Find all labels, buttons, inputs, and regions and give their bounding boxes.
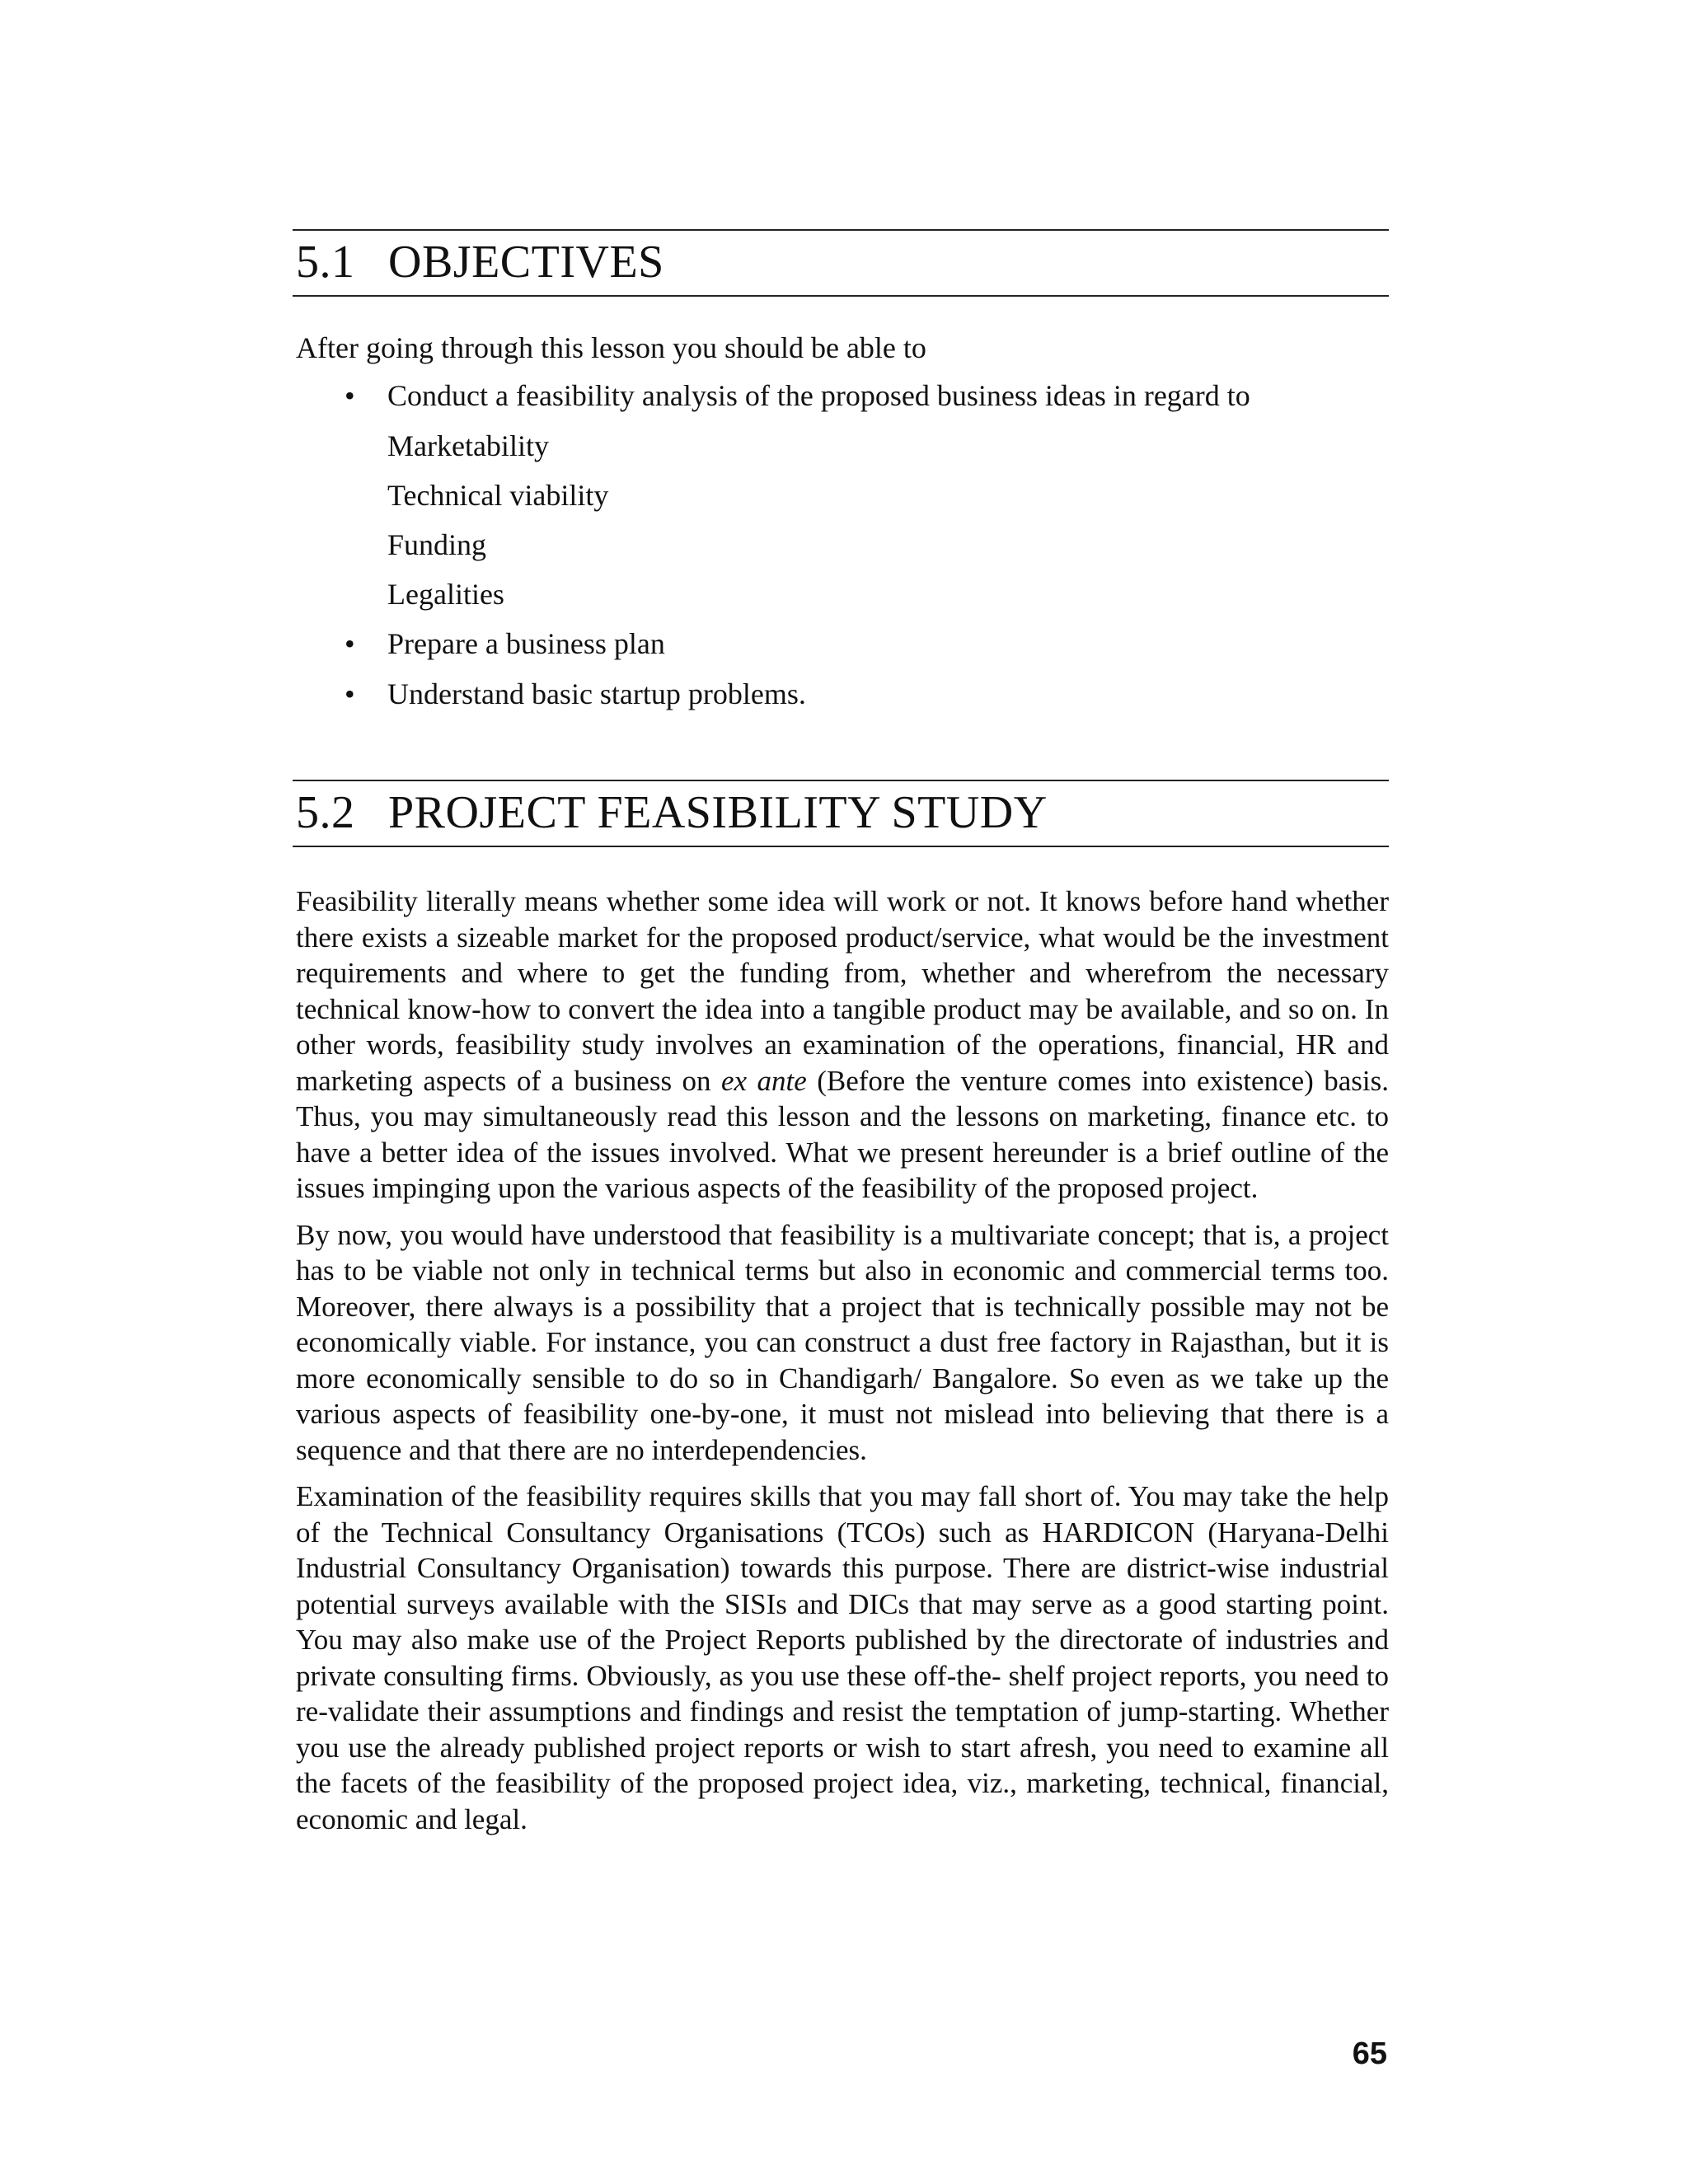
objectives-intro: After going through this lesson you should be able to [296, 331, 926, 364]
paragraph-3: Examination of the feasibility requires skills that you may fall short of. You may take the help of the Technical Consultancy Organisations (TCOs) such as HARDICON (Haryana-Delhi Industrial Consultancy Organisation) towards this purpose. There are district-wise industrial potential surveys available with the SISIs and DICs that may serve as a good starting point. You may also make use of the Project Reports published by the directorate of industries and private consulting firms. Obviously, as you use these off-the- shelf project reports, you need to re-validate their assumptions and findings and resist the temptation of jump-starting. Whether you use the already published project reports or wish to start afresh, you need to examine all the facets of the feasibility of the proposed project idea, viz., marketing, technical, financial, economic and legal. [296, 1480, 1389, 1835]
page-content [293, 229, 1389, 1848]
objectives-list [293, 377, 1389, 414]
section-heading-feasibility [293, 780, 1389, 847]
list-item [293, 676, 1389, 712]
list-item-text: Conduct a feasibility analysis of the proposed business ideas in regard to [387, 379, 1250, 412]
section-heading-objectives [293, 229, 1389, 297]
section-title: PROJECT FEASIBILITY STUDY [388, 787, 1048, 838]
bullet-icon: • [345, 627, 355, 660]
paragraph-italic-term: ex ante [721, 1064, 807, 1097]
sub-item: Technical viability [387, 479, 609, 512]
section-number: 5.1 [296, 237, 355, 288]
list-item-text: Prepare a business plan [387, 627, 665, 660]
objectives-list-continued [293, 626, 1389, 712]
paragraph-text: Feasibility literally means whether some idea will work or not. It knows before hand whether there exists a sizeable market for the proposed product/service, what would be the investment requirements and where to get the funding from, whether and wherefrom the necessary technical know-how to convert the idea into a tangible product may be available, and so on. In other words, feasibility study involves an examination of the operations, financial, HR and marketing aspects of a business on [296, 885, 1389, 1097]
section-number: 5.2 [296, 787, 355, 838]
bullet-icon: • [345, 379, 355, 412]
page-number: 65 [1352, 2036, 1387, 2071]
list-item-text: Understand basic startup problems. [387, 677, 806, 710]
paragraph-2: By now, you would have understood that feasibility is a multivariate concept; that is, a project has to be viable not only in technical terms but also in economic and commercial terms too. Moreover, there always is a possibility that a project that is technically possible may not be economically viable. For instance, you can construct a dust free factory in Rajasthan, but it is more economically sensible to do so in Chandigarh/ Bangalore. So even as we take up the various aspects of feasibility one-by-one, it must not mislead into believing that there is a sequence and that there are no interdependencies. [296, 1218, 1389, 1466]
sub-item: Marketability [387, 429, 549, 462]
paragraph-text: (Before the venture comes into existence) basis. Thus, you may simultaneously read this lesson and the lessons on marketing, finance etc. to have a better idea of the issues involved. What we present hereunder is a brief outline of the issues impinging upon the various aspects of the feasibility of the proposed project. [296, 1064, 1390, 1204]
sub-item: Legalities [387, 578, 504, 611]
bullet-icon: • [345, 677, 355, 710]
list-item [293, 377, 1389, 414]
list-item [293, 626, 1389, 662]
section-title: OBJECTIVES [388, 237, 664, 288]
paragraph-1 [296, 883, 1389, 1207]
sub-item: Funding [387, 528, 487, 561]
